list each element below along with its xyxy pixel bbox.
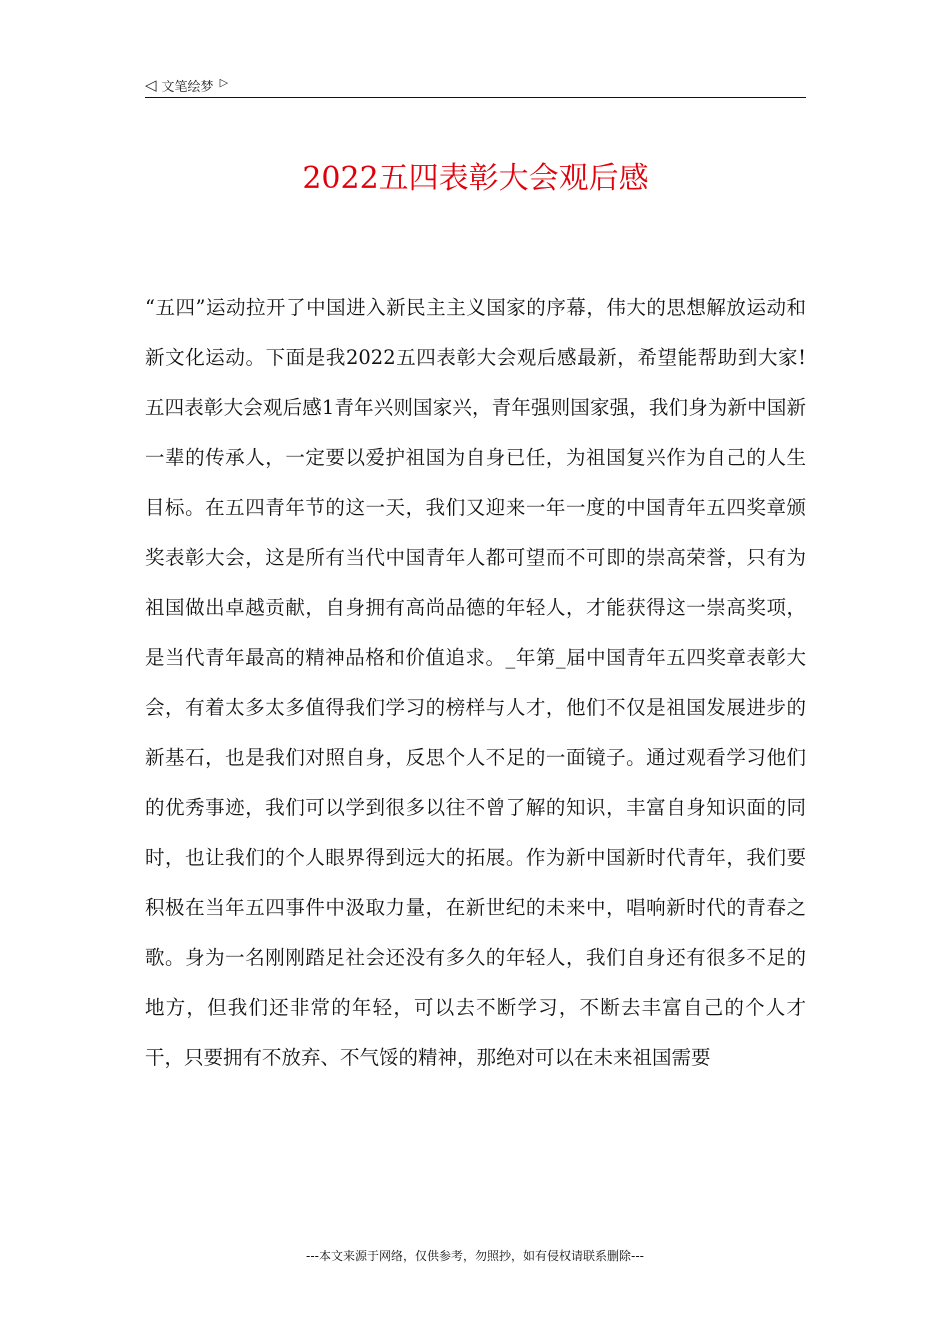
document-header xyxy=(145,74,806,96)
triangle-left-icon: ◁ xyxy=(145,75,157,94)
triangle-right-icon: ▷ xyxy=(219,75,229,89)
body-paragraph: “五四”运动拉开了中国进入新民主主义国家的序幕，伟大的思想解放运动和新文化运动。下面是我2022五四表彰大会观后感最新，希望能帮助到大家!五四表彰大会观后感1青年兴则国家兴，青年强则国家强，我们身为新中国新一辈的传承人，一定要以爱护祖国为自身已任，为祖国复兴作为自己的人生目标。在五四青年节的这一天，我们又迎来一年一度的中国青年五四奖章颁奖表彰大会，这是所有当代中国青年人都可望而不可即的崇高荣誉，只有为祖国做出卓越贡献，自身拥有高尚品德的年轻人，才能获得这一崇高奖项，是当代青年最高的精神品格和价值追求。_年第_届中国青年五四奖章表彰大会，有着太多太多值得我们学习的榜样与人才，他们不仅是祖国发展进步的新基石，也是我们对照自身，反思个人不足的一面镜子。通过观看学习他们的优秀事迹，我们可以学到很多以往不曾了解的知识，丰富自身知识面的同时，也让我们的个人眼界得到远大的拓展。作为新中国新时代青年，我们要积极在当年五四事件中汲取力量，在新世纪的未来中，唱响新时代的青春之歌。身为一名刚刚踏足社会还没有多久的年轻人，我们自身还有很多不足的地方，但我们还非常的年轻，可以去不断学习，不断去丰富自己的个人才干，只要拥有不放弃、不气馁的精神，那绝对可以在未来祖国需要 xyxy=(145,296,806,1069)
header-label: 文笔绘梦 xyxy=(161,79,214,95)
header-divider xyxy=(145,97,806,98)
footer-disclaimer: ---本文来源于网络，仅供参考，勿照抄，如有侵权请联系删除--- xyxy=(306,1249,644,1263)
document-title: 2022五四表彰大会观后感 xyxy=(302,161,649,196)
